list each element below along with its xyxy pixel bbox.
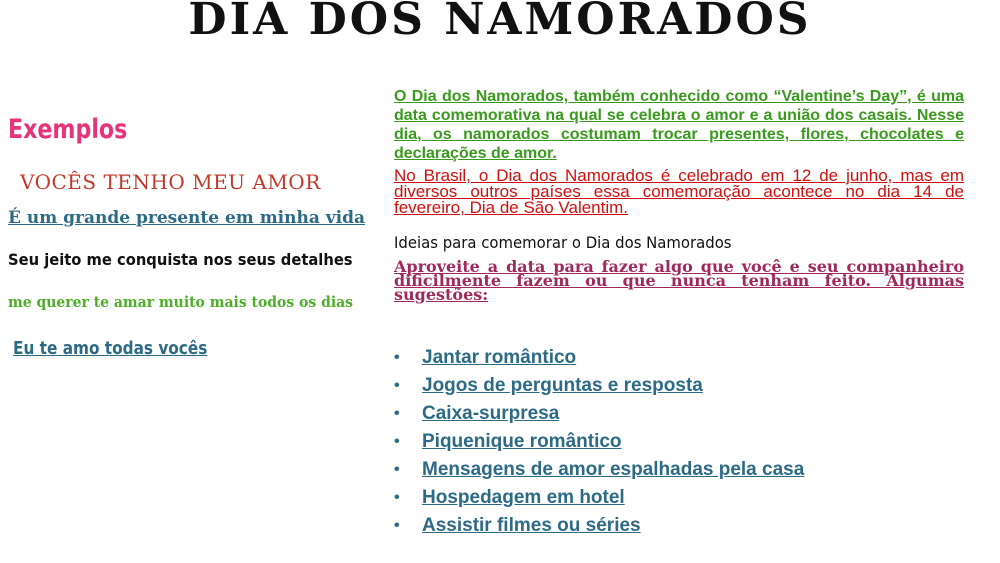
bullet-icon: • [394,405,400,422]
example-line-voces: VOCÊS TENHO MEU AMOR [20,170,321,194]
list-item [394,372,804,400]
bullet-icon: • [394,349,400,366]
page-title: DIA DOS NAMORADOS [188,0,812,45]
list-item [394,344,804,372]
examples-heading: Exemplos [8,114,128,145]
bullet-icon: • [394,433,400,450]
suggestions-paragraph: Aproveite a data para fazer algo que você e seu companheiro dificilmente fazem ou que nunca tenham feito. Algumas sugestões: [394,257,964,304]
intro-paragraph: O Dia dos Namorados, também conhecido como “Valentine’s Day”, é uma data comemorativa na qual se celebra o amor e a união dos casais. Nesse dia, os namorados costumam trocar presentes, flores, chocolates e declarações de amor. [394,88,964,162]
list-item [394,456,804,484]
ideas-heading: Ideias para comemorar o Dia dos Namorados [394,233,732,252]
list-item-label: Jantar romântico [422,347,577,368]
example-line-te-amo: Eu te amo todas vocês [13,338,208,359]
example-line-querer: me querer te amar muito mais todos os dias [8,293,354,311]
list-item-label: Mensagens de amor espalhadas pela casa [422,459,805,480]
list-item-label: Jogos de perguntas e resposta [422,375,703,396]
suggestions-list [394,344,804,540]
list-item-label: Piquenique romântico [422,431,622,452]
example-line-jeito: Seu jeito me conquista nos seus detalhes [8,250,353,269]
list-item-label: Caixa-surpresa [422,403,560,424]
bullet-icon: • [394,461,400,478]
list-item [394,512,804,540]
list-item [394,400,804,428]
bullet-icon: • [394,489,400,506]
list-item [394,428,804,456]
list-item-label: Assistir filmes ou séries [422,515,641,536]
list-item-label: Hospedagem em hotel [422,487,625,508]
example-line-presente: É um grande presente em minha vida [8,208,366,228]
list-item [394,484,804,512]
brazil-paragraph: No Brasil, o Dia dos Namorados é celebrado em 12 de junho, mas em diversos outros países essa comemoração acontece no dia 14 de fevereiro, Dia de São Valentim. [394,166,964,217]
bullet-icon: • [394,517,400,534]
bullet-icon: • [394,377,400,394]
